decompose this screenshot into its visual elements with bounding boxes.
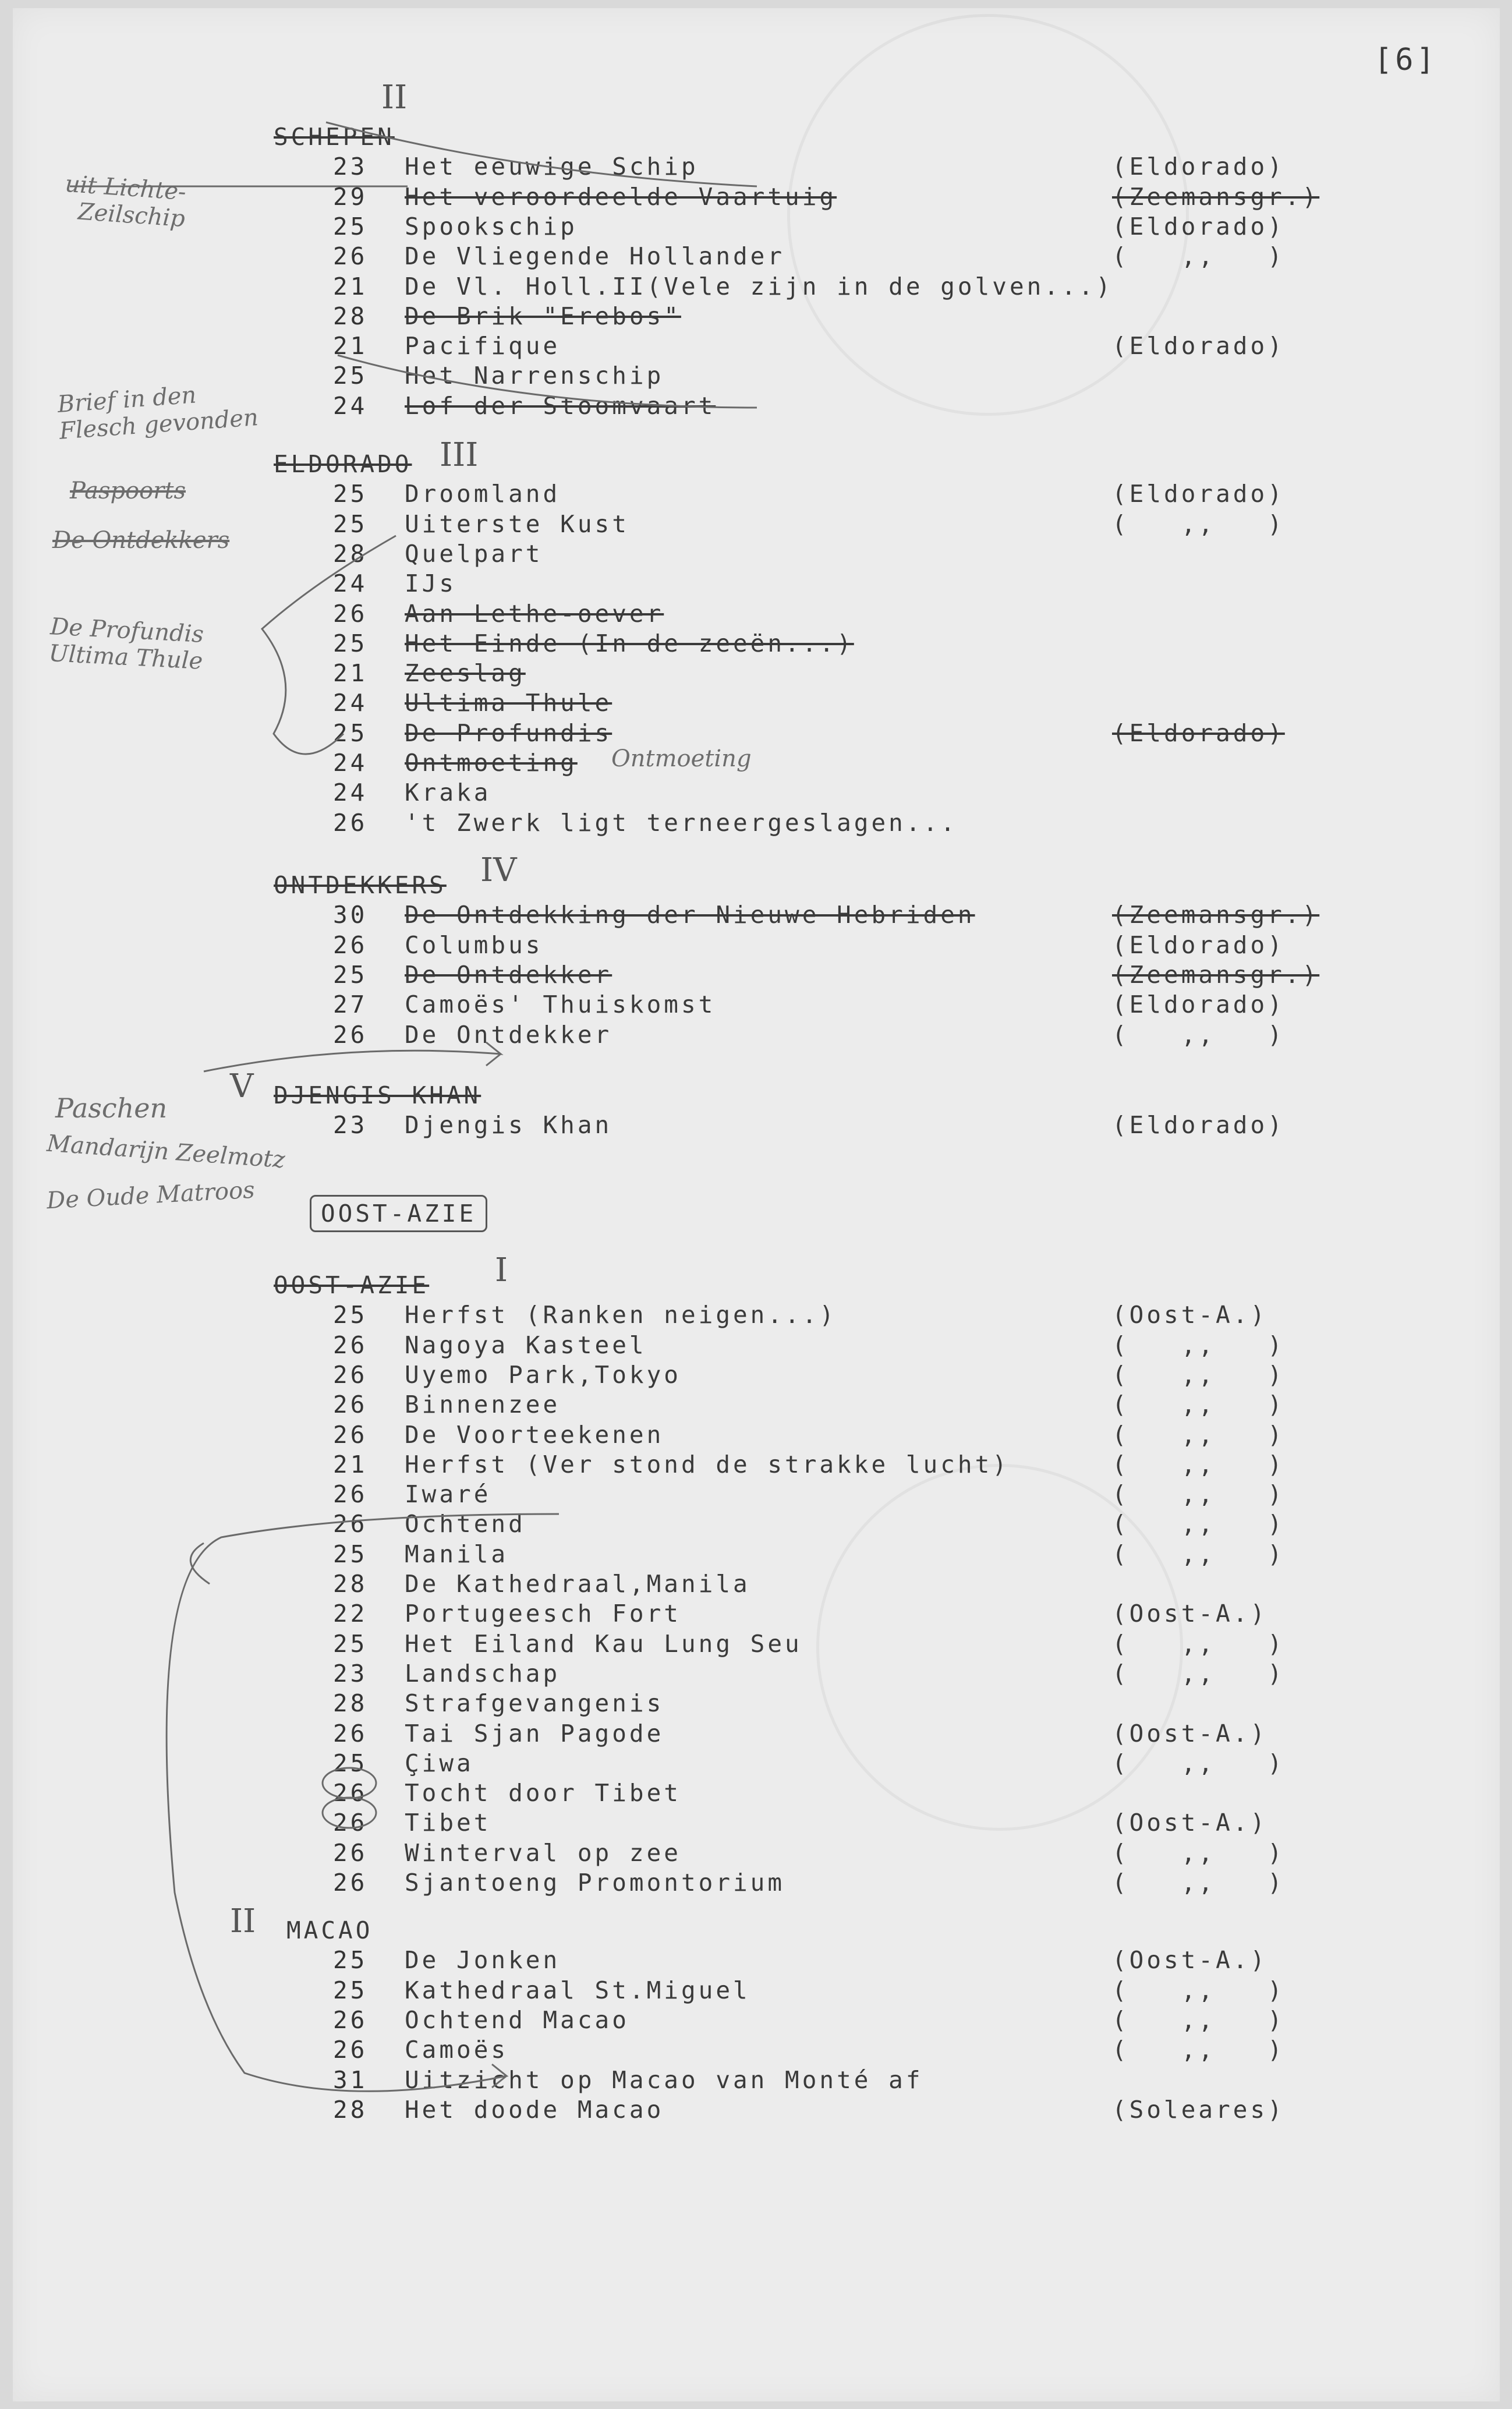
item-number: 25 [333,629,368,657]
margin-note: Paspoorts [70,477,186,504]
item-source: (Oost-A.) [1112,1946,1268,1975]
item-source: (Zeemansgr.) [1112,960,1320,989]
item-number: 25 [333,960,368,989]
item-number: 26 [333,931,368,959]
item-title: Ochtend Macao [405,2005,629,2034]
item-title: Iwaré [405,1480,491,1509]
margin-note: uit Lichte- Zeilschip [62,170,187,233]
item-title: Het Eiland Kau Lung Seu [405,1629,802,1658]
item-number: 21 [333,1450,368,1478]
item-number: 27 [333,991,368,1019]
item-title: Kraka [405,779,491,807]
item-source: ( ,, ) [1112,510,1285,538]
item-title: De Ontdekker [405,960,612,989]
boxed-heading: OOST-AZIE [310,1195,487,1232]
item-source: (Eldorado) [1112,719,1285,747]
item-title: Aan Lethe-oever [405,599,664,628]
item-number: 26 [333,1809,368,1837]
item-title: Uyemo Park,Tokyo [405,1360,681,1389]
item-title: Nagoya Kasteel [405,1331,647,1359]
item-title: De Ontdekking der Nieuwe Hebriden [405,901,975,929]
item-title: Camoës [405,2036,509,2064]
item-title: Ontmoeting [405,749,578,777]
item-title: 't Zwerk ligt terneergeslagen... [405,808,958,837]
item-number: 26 [333,1480,368,1509]
item-number: 26 [333,1420,368,1449]
item-source: ( ,, ) [1112,1869,1285,1897]
item-title: Pacifique [405,332,561,360]
item-title: Djengis Khan [405,1111,612,1140]
item-title: Herfst (Ver stond de strakke lucht) [405,1450,1010,1478]
pencil-stroke [338,355,757,408]
item-title: Tocht door Tibet [405,1779,681,1807]
item-number: 26 [333,1391,368,1419]
item-title: Lof der Stoomvaart [405,391,716,420]
item-source: (Zeemansgr.) [1112,901,1320,929]
item-source: ( ,, ) [1112,1020,1285,1049]
item-title: Het doode Macao [405,2095,664,2124]
item-title: Ultima Thule [405,689,612,717]
item-number: 21 [333,272,368,300]
item-number: 21 [333,332,368,360]
item-number: 25 [333,362,368,390]
item-title: Strafgevangenis [405,1689,664,1718]
item-source: ( ,, ) [1112,242,1285,271]
item-title: Uitzicht op Macao van Monté af [405,2065,923,2094]
item-source: (Oost-A.) [1112,1719,1268,1748]
item-source: (Eldorado) [1112,931,1285,959]
section-roman-numeral: IV [480,851,517,889]
item-title: Uiterste Kust [405,510,629,538]
item-number: 22 [333,1600,368,1628]
item-source: ( ,, ) [1112,1540,1285,1568]
item-number: 25 [333,480,368,508]
item-number: 28 [333,1570,368,1598]
item-number: 26 [333,1360,368,1389]
item-number: 21 [333,659,368,688]
item-number: 26 [333,2005,368,2034]
item-title: Droomland [405,480,561,508]
item-title: Camoës' Thuiskomst [405,991,716,1019]
section-old-title: ELDORADO [274,450,412,478]
item-number: 26 [333,808,368,837]
pencil-stroke [190,1543,210,1584]
item-number: 25 [333,1976,368,2004]
item-title: Kathedraal St.Miguel [405,1976,750,2004]
item-source: ( ,, ) [1112,1749,1285,1777]
item-title: Columbus [405,931,543,959]
item-title: De Jonken [405,1946,561,1975]
margin-note: Ontmoeting [611,745,752,772]
item-source: ( ,, ) [1112,2005,1285,2034]
item-title: Manila [405,1540,509,1568]
item-number: 24 [333,749,368,777]
item-number: 26 [333,1020,368,1049]
item-source: (Eldorado) [1112,1111,1285,1140]
item-source: ( ,, ) [1112,1450,1285,1478]
item-title: Het eeuwige Schip [405,153,699,181]
item-source: (Eldorado) [1112,153,1285,181]
item-number: 26 [333,1719,368,1748]
item-number: 24 [333,779,368,807]
item-number: 26 [333,2036,368,2064]
section-roman-numeral: II [381,79,408,116]
section-roman-numeral: I [495,1251,508,1289]
item-number: 30 [333,901,368,929]
item-title: De Profundis [405,719,612,747]
section-old-title: ONTDEKKERS [274,871,447,899]
item-title: Tibet [405,1809,491,1837]
item-title: Sjantoeng Promontorium [405,1869,785,1897]
item-title: Herfst (Ranken neigen...) [405,1301,837,1329]
item-title: Spookschip [405,212,578,240]
item-source: (Oost-A.) [1112,1301,1268,1329]
item-title: Portugeesch Fort [405,1600,681,1628]
item-number: 28 [333,2095,368,2124]
item-source: ( ,, ) [1112,1331,1285,1359]
pencil-circle [323,1798,376,1828]
page-number: [6] [1374,43,1437,77]
item-source: ( ,, ) [1112,1391,1285,1419]
item-source: (Eldorado) [1112,332,1285,360]
item-source: ( ,, ) [1112,1480,1285,1509]
item-number: 26 [333,1331,368,1359]
item-source: ( ,, ) [1112,1838,1285,1867]
item-number: 26 [333,242,368,271]
item-number: 24 [333,569,368,598]
item-title: Quelpart [405,539,543,568]
item-title: De Brik "Erebos" [405,302,681,330]
item-title: Het veroordeelde Vaartuig [405,182,837,211]
pencil-arrow [204,1042,501,1071]
item-source: (Eldorado) [1112,480,1285,508]
section-old-title: MACAO [286,1916,373,1944]
item-title: Binnenzee [405,1391,561,1419]
pencil-brace [262,536,396,754]
item-title: De Kathedraal,Manila [405,1570,750,1598]
item-number: 24 [333,689,368,717]
item-number: 28 [333,302,368,330]
item-number: 31 [333,2065,368,2094]
item-number: 26 [333,1838,368,1867]
section-old-title: OOST-AZIE [274,1271,430,1299]
item-number: 24 [333,391,368,420]
margin-note: De Profundis Ultima Thule [48,613,205,675]
margin-note: Paschen [55,1092,168,1124]
pencil-circle [323,1768,376,1798]
item-number: 23 [333,1659,368,1688]
item-title: De Vl. Holl.II(Vele zijn in de golven...) [405,272,1114,300]
item-title: Ochtend [405,1510,526,1538]
item-title: De Vliegende Hollander [405,242,785,271]
item-title: Çiwa [405,1749,474,1777]
item-source: (Soleares) [1112,2095,1285,2124]
section-old-title: DJENGIS KHAN [274,1081,481,1109]
item-title: Tai Sjan Pagode [405,1719,664,1748]
item-title: Landschap [405,1659,561,1688]
item-number: 26 [333,599,368,628]
item-title: IJs [405,569,457,598]
item-number: 25 [333,1540,368,1568]
item-title: Het Einde (In de zeeën...) [405,629,854,657]
item-source: ( ,, ) [1112,1420,1285,1449]
item-source: ( ,, ) [1112,1629,1285,1658]
item-source: (Oost-A.) [1112,1600,1268,1628]
item-number: 23 [333,153,368,181]
margin-note: Brief in den Flesch gevonden [56,381,260,445]
item-number: 23 [333,1111,368,1140]
item-source: ( ,, ) [1112,1510,1285,1538]
item-title: Winterval op zee [405,1838,681,1867]
section-roman-numeral: V [230,1067,254,1105]
pencil-stroke [326,122,757,186]
margin-note: De Oude Matroos [46,1176,256,1215]
item-title: De Voorteekenen [405,1420,664,1449]
item-title: Het Narrenschip [405,362,664,390]
item-number: 25 [333,510,368,538]
item-number: 29 [333,182,368,211]
item-number: 28 [333,1689,368,1718]
item-number: 25 [333,719,368,747]
section-roman-numeral: II [230,1902,256,1940]
item-source: ( ,, ) [1112,2036,1285,2064]
item-number: 25 [333,1629,368,1658]
item-source: (Zeemansgr.) [1112,182,1320,211]
item-number: 25 [333,1946,368,1975]
item-number: 26 [333,1869,368,1897]
item-number: 28 [333,539,368,568]
margin-note: De Ontdekkers [52,527,230,554]
item-number: 26 [333,1510,368,1538]
item-title: De Ontdekker [405,1020,612,1049]
margin-note: Mandarijn Zeelmotz [45,1130,286,1174]
item-source: (Eldorado) [1112,212,1285,240]
item-title: Zeeslag [405,659,526,688]
item-source: (Oost-A.) [1112,1809,1268,1837]
pencil-arrow-bracket [167,1514,559,2091]
item-number: 25 [333,212,368,240]
item-source: ( ,, ) [1112,1659,1285,1688]
item-number: 26 [333,1779,368,1807]
item-source: ( ,, ) [1112,1976,1285,2004]
item-source: (Eldorado) [1112,991,1285,1019]
section-roman-numeral: III [440,436,479,474]
item-number: 25 [333,1301,368,1329]
section-old-title: SCHEPEN [274,123,395,151]
item-number: 25 [333,1749,368,1777]
item-source: ( ,, ) [1112,1360,1285,1389]
